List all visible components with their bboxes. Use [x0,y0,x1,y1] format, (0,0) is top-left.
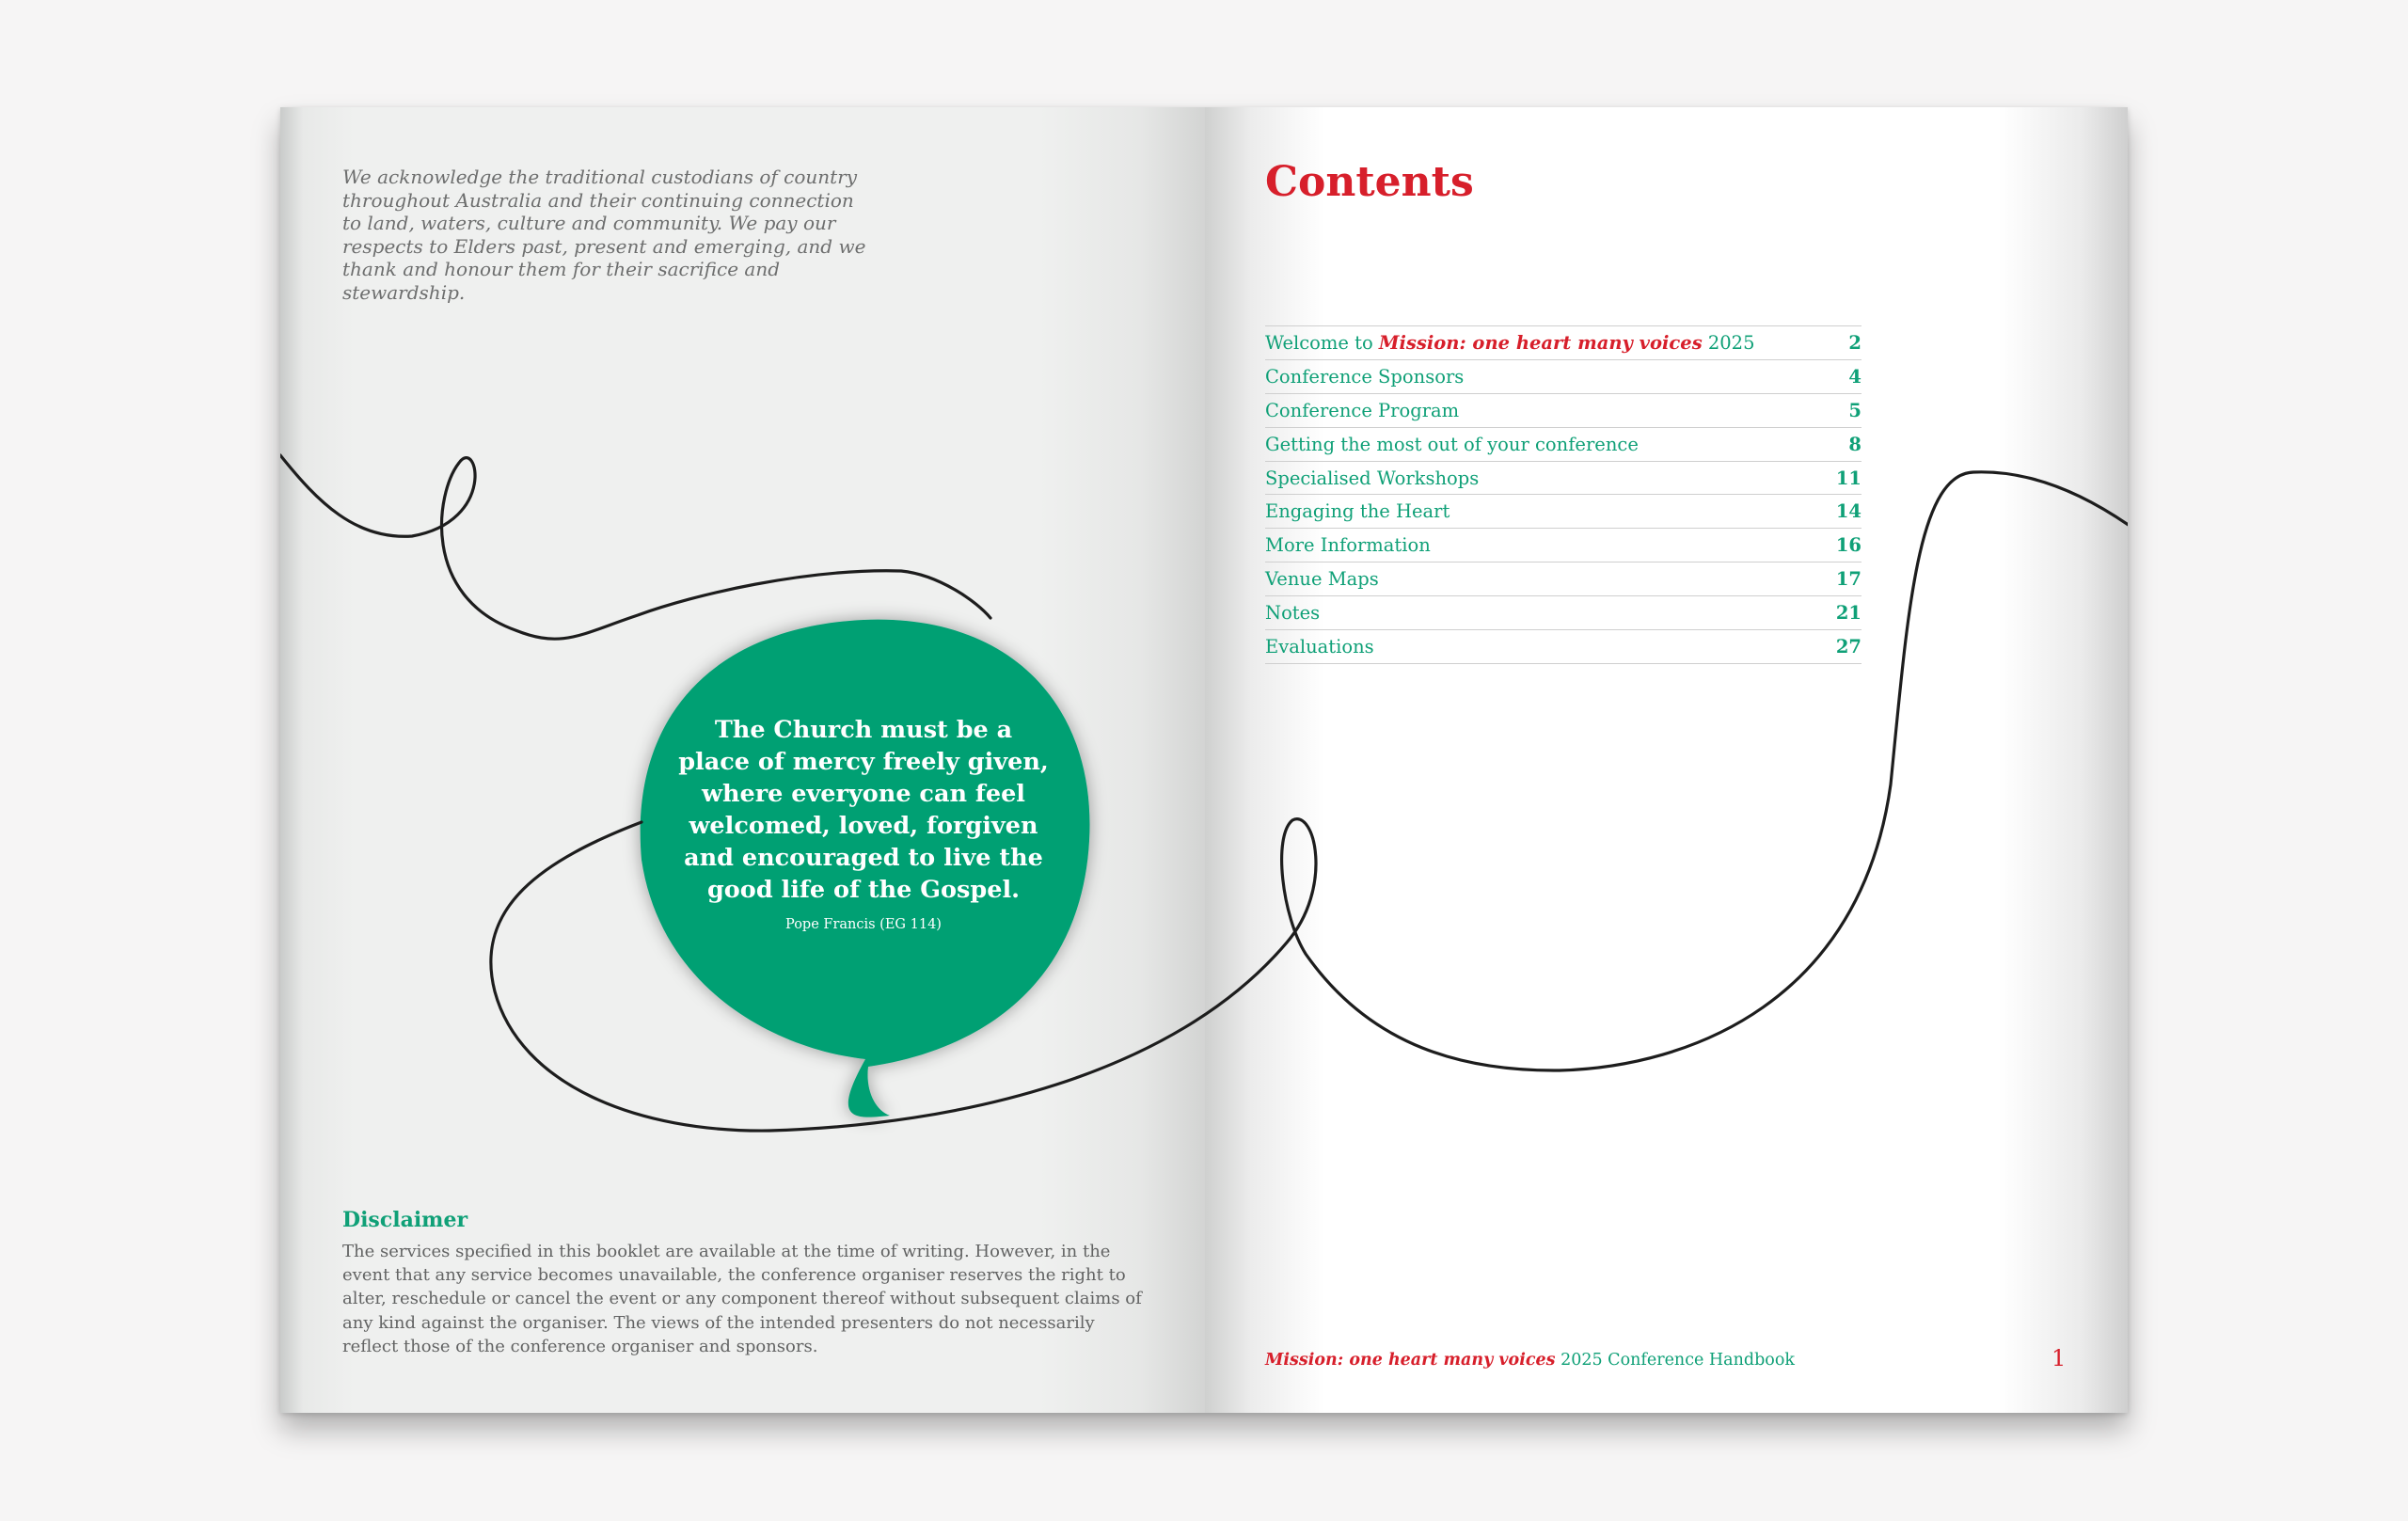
toc-label: Evaluations [1265,635,1374,658]
toc-label: Conference Sponsors [1265,365,1465,388]
toc-page-number: 17 [1835,568,1861,591]
toc-row-venue-maps[interactable] [1265,562,1861,596]
toc-page-number: 16 [1835,534,1861,557]
toc-label: Engaging the Heart [1265,500,1450,523]
toc-page-number: 2 [1848,331,1861,354]
toc-label: Conference Program [1265,399,1460,421]
toc-page-number: 8 [1848,433,1861,455]
toc-row-more-info[interactable] [1265,529,1861,562]
toc-label: Notes [1265,602,1321,625]
toc-row-notes[interactable] [1265,596,1861,630]
toc-row-workshops[interactable] [1265,462,1861,496]
table-of-contents [1265,325,1861,664]
right-page [1205,107,2128,1413]
disclaimer-text: The services specified in this booklet are available at the time of writing. However, in the event that any service becomes unavailable, the conference organiser reserves the right to alter, reschedule or cancel the event or any component thereof without subsequent claims of any kind against the organiser. The views of the intended presenters do not necessarily reflect those of the conference organiser and sponsors. [342,1242,1142,1356]
toc-row-welcome[interactable] [1265,326,1861,360]
page-footer: Mission: one heart many voices 2025 Conference Handbook [1265,1351,1795,1370]
quote-attribution: Pope Francis (EG 114) [785,917,942,932]
toc-page-number: 11 [1835,467,1861,489]
left-page [280,107,1205,1413]
quote-text: The Church must be a place of mercy freely given, where everyone can feel welcomed, loved, forgiven and encouraged to live the good life of the Gospel. [678,716,1049,904]
toc-page-number: 5 [1848,399,1861,421]
toc-row-getting-most[interactable] [1265,428,1861,462]
toc-row-sponsors[interactable] [1265,360,1861,394]
booklet-spread [280,107,2128,1413]
toc-row-evaluations[interactable] [1265,630,1861,664]
disclaimer-heading: Disclaimer [342,1208,468,1232]
toc-page-number: 27 [1835,635,1861,658]
contents-title: Contents [1265,158,1474,206]
toc-page-number: 4 [1848,365,1861,388]
toc-label: More Information [1265,534,1431,557]
toc-row-engaging-heart[interactable] [1265,495,1861,529]
toc-label: Specialised Workshops [1265,467,1480,489]
toc-page-number: 21 [1835,602,1861,625]
toc-row-program[interactable] [1265,394,1861,428]
acknowledgement-of-country: We acknowledge the traditional custodians of country throughout Australia and their continuing connection to land, waters, culture and community. We pay our respects to Elders past, present and emerging, and we thank and honour them for their sacrifice and stewardship. [342,166,866,304]
toc-label: Getting the most out of your conference [1265,433,1639,455]
toc-label: Venue Maps [1265,568,1379,591]
toc-label: Welcome to Mission: one heart many voices 2025 [1265,331,1755,354]
toc-page-number: 14 [1835,500,1861,523]
page-number: 1 [2052,1345,2067,1371]
